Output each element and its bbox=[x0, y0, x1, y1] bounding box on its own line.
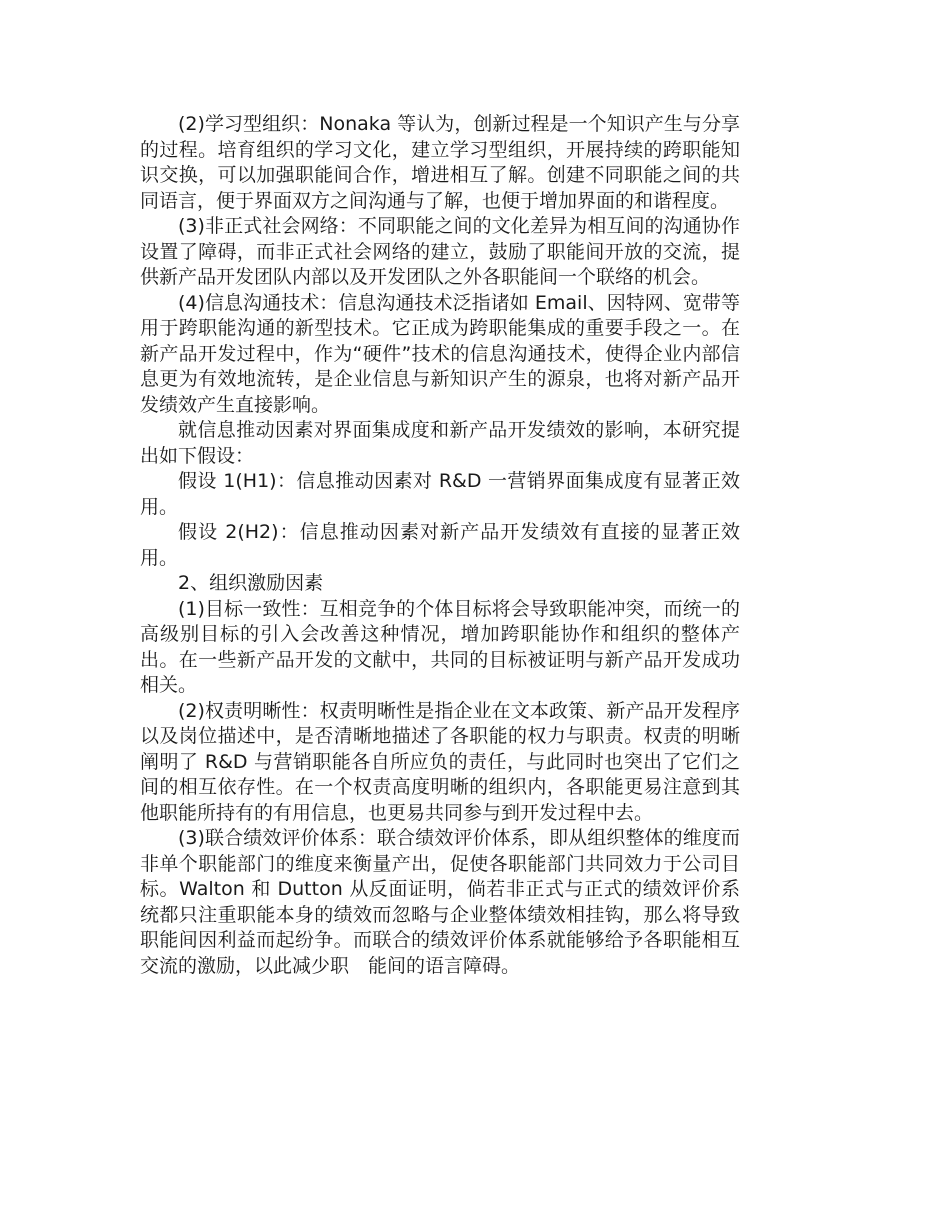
paragraph-hypothesis-intro: 就信息推动因素对界面集成度和新产品开发绩效的影响，本研究提出如下假设： bbox=[140, 419, 740, 467]
paragraph-goal-consistency: (1)目标一致性：互相竞争的个体目标将会导致职能冲突，而统一的高级别目标的引入会改善这种情况，增加跨职能协作和组织的整体产出。在一些新产品开发的文献中，共同的目标被证明与新产品开发成功相关。 bbox=[140, 597, 740, 696]
paragraph-hypothesis-h2: 假设 2(H2)：信息推动因素对新产品开发绩效有直接的显著正效用。 bbox=[140, 521, 740, 569]
paragraph-informal-social-network: (3)非正式社会网络：不同职能之间的文化差异为相互间的沟通协作设置了障碍，而非正式社会网络的建立，鼓励了职能间开放的交流，提供新产品开发团队内部以及开发团队之外各职能间一个联络的机会。 bbox=[140, 215, 740, 288]
paragraph-joint-evaluation: (3)联合绩效评价体系：联合绩效评价体系，即从组织整体的维度而非单个职能部门的维度来衡量产出，促使各职能部门共同效力于公司目标。Walton 和 Dutton 从反面证明，倘若非正式与正式的绩效评价系统都只注重职能本身的绩效而忽略与企业整体绩效相挂钩，那么将导致职能间因利益而起纷争。而联合的绩效评价体系就能够给予各职能相互交流的激励，以此减少职 能间的语言障碍。 bbox=[140, 827, 740, 977]
paragraph-learning-organization: (2)学习型组织：Nonaka 等认为，创新过程是一个知识产生与分享的过程。培育组织的学习文化，建立学习型组织，开展持续的跨职能知识交换，可以加强职能间合作，增进相互了解。创建不同职能之间的共同语言，便于界面双方之间沟通与了解，也便于增加界面的和谐程度。 bbox=[140, 113, 740, 212]
paragraph-communication-technology: (4)信息沟通技术：信息沟通技术泛指诸如 Email、因特网、宽带等用于跨职能沟通的新型技术。它正成为跨职能集成的重要手段之一。在新产品开发过程中，作为“硬件”技术的信息沟通技术，使得企业内部信息更为有效地流转，是企业信息与新知识产生的源泉，也将对新产品开发绩效产生直接影响。 bbox=[140, 291, 740, 416]
section-heading-organizational-incentives: 2、组织激励因素 bbox=[178, 572, 324, 594]
paragraph-hypothesis-h1: 假设 1(H1)：信息推动因素对 R&D 一营销界面集成度有显著正效用。 bbox=[140, 470, 740, 518]
paragraph-responsibility-clarity: (2)权责明晰性：权责明晰性是指企业在文本政策、新产品开发程序以及岗位描述中，是否清晰地描述了各职能的权力与职责。权责的明晰阐明了 R&D 与营销职能各自所应负的责任，与此同时也突出了它们之间的相互依存性。在一个权责高度明晰的组织内，各职能更易注意到其他职能所持有的有用信息，也更易共同参与到开发过程中去。 bbox=[140, 699, 740, 824]
document-page bbox=[140, 112, 740, 979]
